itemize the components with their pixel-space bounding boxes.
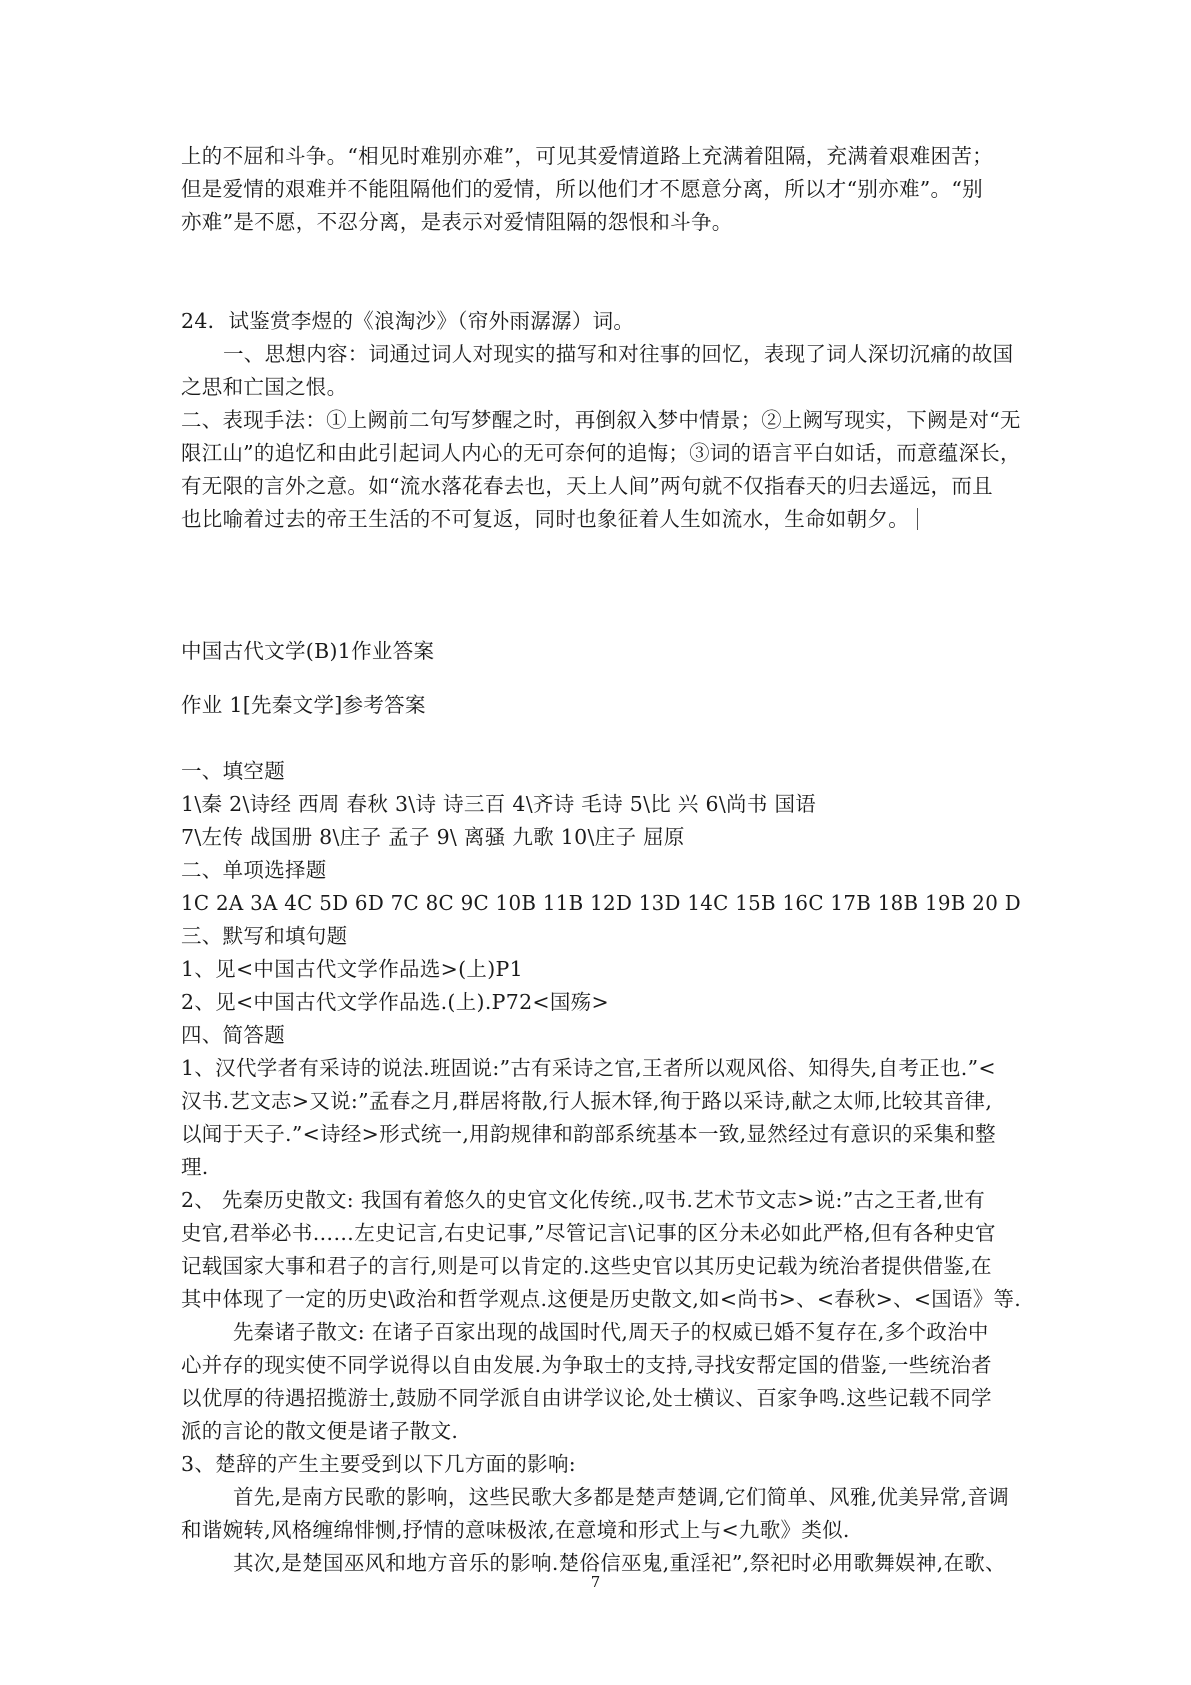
text-cursor — [917, 508, 918, 530]
text-line: 史官,君举必书……左史记言,右史记事,”尽管记言\记事的区分未必如此严格,但有各种史官 — [181, 1221, 996, 1245]
text-line: 以闻于天子.”<诗经>形式统一,用韵规律和韵部系统基本一致,显然经过有意识的采集和整 — [181, 1122, 996, 1146]
text-line: 1C 2A 3A 4C 5D 6D 7C 8C 9C 10B 11B 12D 13D 14C 15B 16C 17B 18B 19B 20 D — [181, 891, 1021, 915]
text-line: 之思和亡国之恨。 — [181, 375, 348, 399]
text-line: 7\左传 战国册 8\庄子 孟子 9\ 离骚 九歌 10\庄子 屈原 — [181, 825, 685, 849]
text-line: 记载国家大事和君子的言行,则是可以肯定的.这些史官以其历史记载为统治者提供借鉴,在 — [181, 1254, 992, 1278]
text-line: 其次,是楚国巫风和地方音乐的影响.楚俗信巫鬼,重淫祀”,祭祀时必用歌舞娱神,在歌、 — [233, 1551, 1006, 1575]
text-line: 亦难”是不愿，不忍分离，是表示对爱情阻隔的怨恨和斗争。 — [181, 210, 733, 234]
text-line: 汉书.艺文志>又说:”孟春之月,群居将散,行人振木铎,徇于路以采诗,献之太师,比较其音律, — [181, 1089, 993, 1113]
spacer — [181, 722, 1021, 755]
text-line: 以优厚的待遇招揽游士,鼓励不同学派自由讲学议论,处士横议、百家争鸣.这些记载不同学 — [181, 1386, 992, 1410]
document-body — [181, 140, 1021, 1580]
text-line: 一、思想内容：词通过词人对现实的描写和对往事的回忆，表现了词人深切沉痛的故国 — [223, 342, 1014, 366]
text-line: 有无限的言外之意。如“流水落花春去也，天上人间”两句就不仅指春天的归去遥远，而且 — [181, 474, 993, 498]
spacer — [181, 668, 1021, 689]
text-line: 也比喻着过去的帝王生活的不可复返，同时也象征着人生如流水，生命如朝夕。 — [181, 507, 909, 531]
subsection-title: 四、简答题 — [181, 1023, 285, 1047]
text-line: 其中体现了一定的历史\政治和哲学观点.这便是历史散文,如<尚书>、<春秋>、<国语》等. — [181, 1287, 1022, 1311]
text-line: 和谐婉转,风格缠绵悱恻,抒情的意味极浓,在意境和形式上与<九歌》类似. — [181, 1518, 850, 1542]
section-title: 中国古代文学(B)1作业答案 — [181, 639, 435, 663]
text-line: 限江山”的追忆和由此引起词人内心的无可奈何的追悔；③词的语言平白如话，而意蕴深长， — [181, 441, 1021, 465]
text-line-with-caret — [181, 503, 1021, 536]
text-line: 3、楚辞的产生主要受到以下几方面的影响: — [181, 1452, 576, 1476]
text-line: 1\秦 2\诗经 西周 春秋 3\诗 诗三百 4\齐诗 毛诗 5\比 兴 6\尚书 国语 — [181, 792, 817, 816]
text-line: 上的不屈和斗争。“相见时难别亦难”，可见其爱情道路上充满着阻隔，充满着艰难困苦； — [181, 144, 993, 168]
text-line: 2、 先秦历史散文: 我国有着悠久的史官文化传统.,叹书.艺术节文志>说:”古之王者,世有 — [181, 1188, 986, 1212]
subsection-title: 三、默写和填句题 — [181, 924, 348, 948]
subsection-title: 二、单项选择题 — [181, 858, 327, 882]
text-line: 首先,是南方民歌的影响，这些民歌大多都是楚声楚调,它们简单、风雅,优美异常,音调 — [233, 1485, 1010, 1509]
spacer — [181, 536, 1021, 635]
text-line: 但是爱情的艰难并不能阻隔他们的爱情，所以他们才不愿意分离，所以才“别亦难”。“别 — [181, 177, 983, 201]
page-number: 7 — [590, 1573, 601, 1591]
text-line: 2、见<中国古代文学作品选.(上).P72<国殇> — [181, 990, 609, 1014]
text-line: 二、表现手法：①上阙前二句写梦醒之时，再倒叙入梦中情景；②上阙写现实，下阙是对“无 — [181, 408, 1021, 432]
text-line: 先秦诸子散文: 在诸子百家出现的战国时代,周天子的权威已婚不复存在,多个政治中 — [233, 1320, 989, 1344]
text-line: 理. — [181, 1155, 209, 1179]
homework-title: 作业 1[先秦文学]参考答案 — [181, 693, 426, 717]
question-24-title: 24．试鉴赏李煜的《浪淘沙》（帘外雨潺潺）词。 — [181, 309, 635, 333]
spacer — [181, 239, 1021, 305]
text-line: 1、汉代学者有采诗的说法.班固说:”古有采诗之官,王者所以观风俗、知得失,自考正也.”< — [181, 1056, 996, 1080]
subsection-title: 一、填空题 — [181, 759, 285, 783]
text-line: 派的言论的散文便是诸子散文. — [181, 1419, 459, 1443]
text-line: 1、见<中国古代文学作品选>(上)P1 — [181, 957, 523, 981]
text-line: 心并存的现实使不同学说得以自由发展.为争取士的支持,寻找安帮定国的借鉴,一些统治者 — [181, 1353, 992, 1377]
